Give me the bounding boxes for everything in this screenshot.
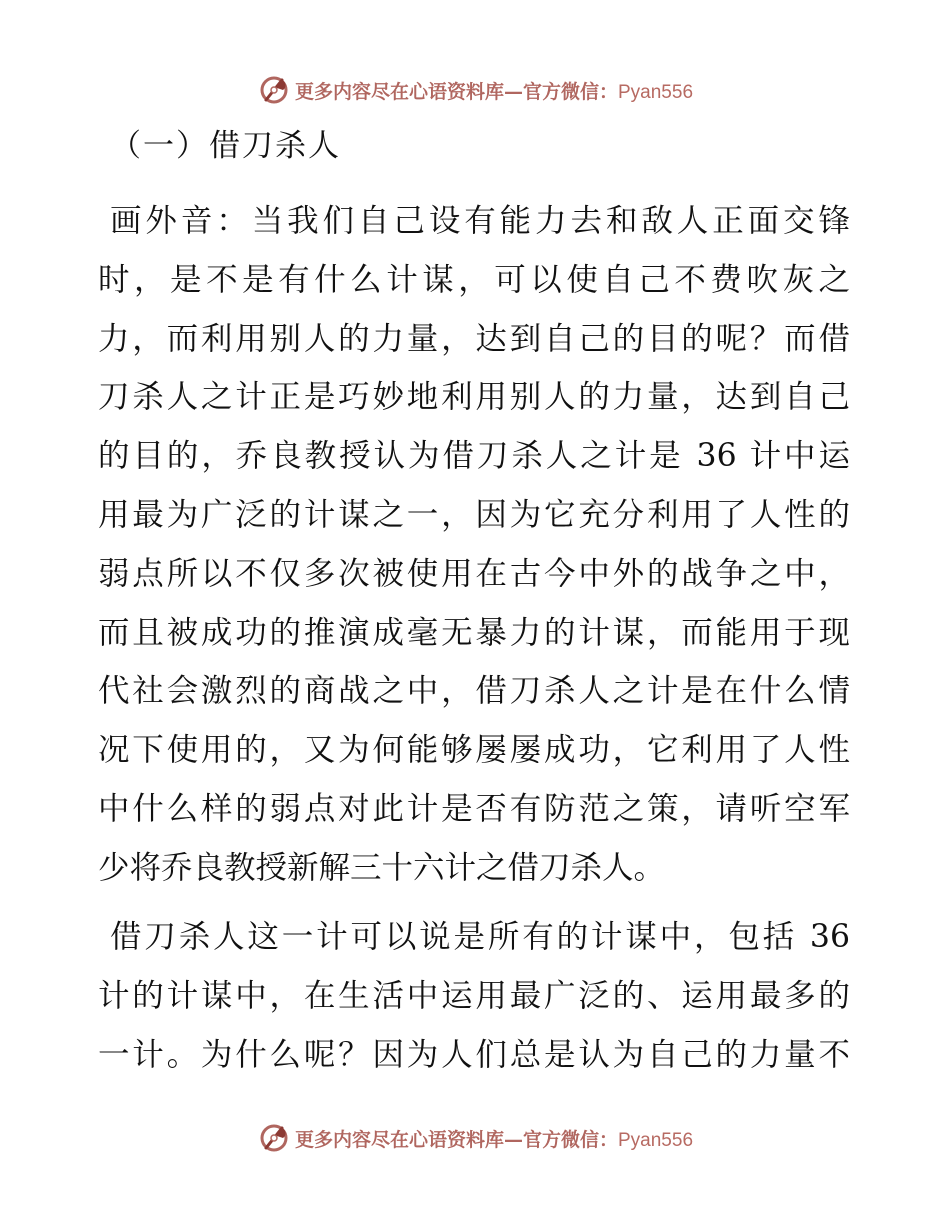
text-line: 计的计谋中，在生活中运用最广泛的、运用最多的 [98, 977, 850, 1014]
text-line: 画外音：当我们自己设有能力去和敌人正面交锋 [110, 203, 850, 239]
watermark-text: 更多内容尽在心语资料库—官方微信：Pyan556 [294, 1128, 694, 1151]
text-line: 代社会激烈的商战之中，借刀杀人之计是在什么情 [98, 673, 850, 710]
text-line: 少将乔良教授新解三十六计之借刀杀人。 [98, 849, 666, 886]
section-heading: （一）借刀杀人 [110, 128, 341, 164]
paragraph-2 [98, 908, 850, 1084]
text-line: 力，而利用别人的力量，达到自己的目的呢？而借 [98, 320, 850, 357]
text-line: 弱点所以不仅多次被使用在古今中外的战争之中， [98, 555, 850, 592]
quill-logo-icon [257, 73, 291, 107]
quill-logo-icon [257, 1121, 291, 1155]
text-line: 一计。为什么呢？因为人们总是认为自己的力量不 [98, 1036, 850, 1073]
text-line: 时，是不是有什么计谋，可以使自己不费吹灰之 [98, 261, 850, 298]
footer-watermark [0, 1118, 950, 1158]
wechat-handle: Pyan556 [618, 81, 694, 103]
text-line: 而且被成功的推演成毫无暴力的计谋，而能用于现 [98, 614, 850, 651]
watermark-text: 更多内容尽在心语资料库—官方微信：Pyan556 [294, 80, 694, 103]
wechat-handle: Pyan556 [618, 1129, 694, 1151]
paragraph-1 [98, 192, 850, 898]
text-line: 的目的，乔良教授认为借刀杀人之计是 36 计中运 [98, 438, 850, 475]
text-line: 借刀杀人这一计可以说是所有的计谋中，包括 36 [110, 919, 850, 955]
text-line: 中什么样的弱点对此计是否有防范之策，请听空军 [98, 790, 850, 827]
text-line: 用最为广泛的计谋之一，因为它充分利用了人性的 [98, 496, 850, 533]
text-line: 况下使用的，又为何能够屡屡成功，它利用了人性 [98, 732, 850, 769]
text-line: 刀杀人之计正是巧妙地利用别人的力量，达到自己 [98, 379, 850, 416]
header-watermark [0, 70, 950, 110]
